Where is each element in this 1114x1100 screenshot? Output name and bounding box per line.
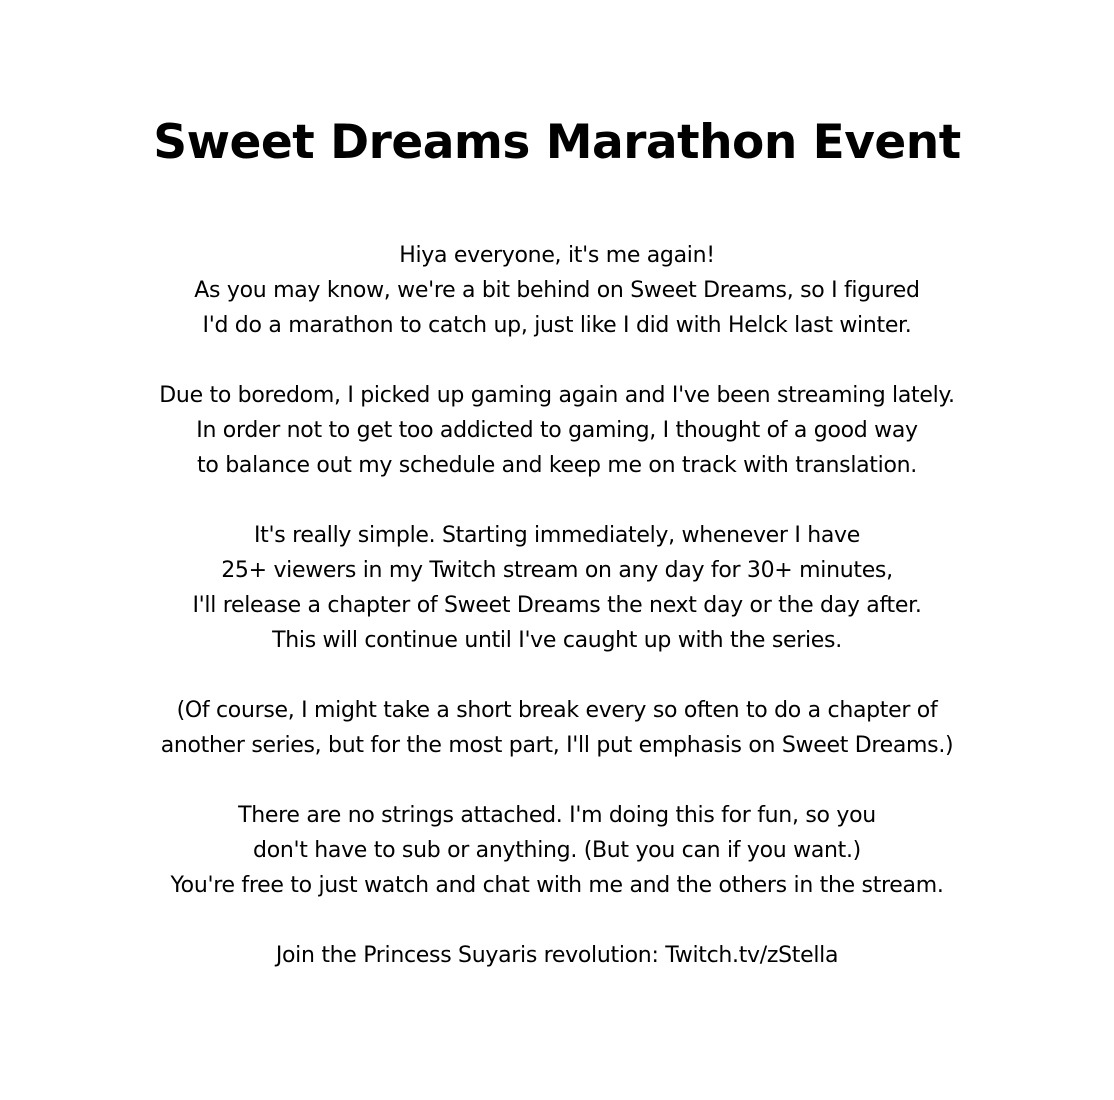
text-line: don't have to sub or anything. (But you can if you want.) [253, 838, 861, 863]
paragraph-streaming [0, 378, 1114, 483]
text-line: I'd do a marathon to catch up, just like I did with Helck last winter. [202, 313, 912, 338]
text-line: 25+ viewers in my Twitch stream on any day for 30+ minutes, [221, 558, 893, 583]
text-line: You're free to just watch and chat with me and the others in the stream. [170, 873, 944, 898]
announcement-body [0, 238, 1114, 1008]
stream-link-line: Join the Princess Suyaris revolution: Twitch.tv/zStella [275, 943, 839, 968]
text-line: to balance out my schedule and keep me on track with translation. [197, 453, 917, 478]
page-title: Sweet Dreams Marathon Event [153, 115, 961, 170]
text-line: (Of course, I might take a short break every so often to do a chapter of [176, 698, 938, 723]
text-line: In order not to get too addicted to gaming, I thought of a good way [196, 418, 918, 443]
paragraph-cta [0, 938, 1114, 973]
text-line: There are no strings attached. I'm doing this for fun, so you [238, 803, 876, 828]
text-line: Due to boredom, I picked up gaming again and I've been streaming lately. [159, 383, 955, 408]
paragraph-note [0, 693, 1114, 763]
text-line: It's really simple. Starting immediately, whenever I have [253, 523, 861, 548]
text-line: I'll release a chapter of Sweet Dreams the next day or the day after. [192, 593, 922, 618]
text-line: another series, but for the most part, I'll put emphasis on Sweet Dreams.) [160, 733, 954, 758]
paragraph-rules [0, 518, 1114, 658]
paragraph-no-strings [0, 798, 1114, 903]
paragraph-intro [0, 238, 1114, 343]
text-line: As you may know, we're a bit behind on Sweet Dreams, so I figured [194, 278, 920, 303]
text-line: This will continue until I've caught up with the series. [272, 628, 842, 653]
text-line: Hiya everyone, it's me again! [399, 243, 715, 268]
